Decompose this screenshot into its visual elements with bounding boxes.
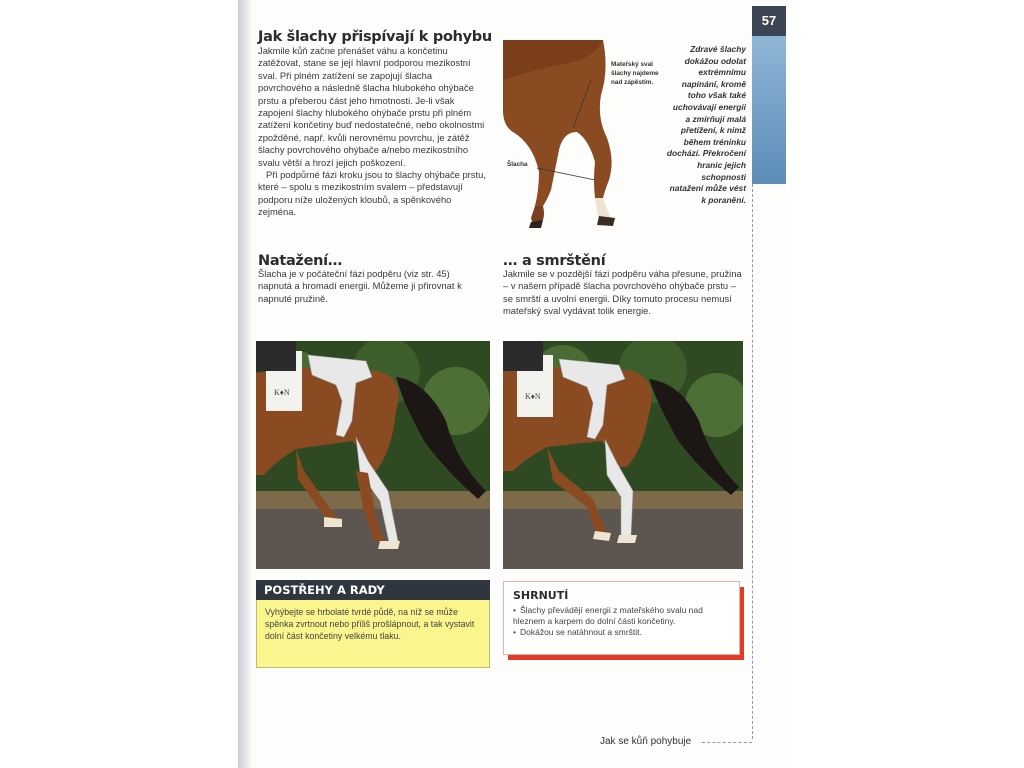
page-number: 57	[752, 6, 786, 36]
section-body	[258, 45, 486, 219]
tips-text: Vyhýbejte se hrbolaté tvrdé půdě, na níž se může spěnka zvrtnout nebo příliš prošlápnout, a tak vystavit dolní část končetiny velkému tlaku.	[256, 600, 490, 668]
stretch-title: Natažení…	[258, 253, 343, 269]
callout-muscle: Mateřský sval šlachy najdeme nad zápěstím.	[611, 61, 659, 86]
horse-photo-contract	[503, 341, 743, 569]
summary-item: • Dokážou se natáhnout a smrštit.	[513, 627, 730, 638]
chapter-color-bar	[752, 36, 786, 184]
callout-tendon: Šlacha	[507, 161, 528, 168]
saddle-logo: K♦N	[274, 388, 290, 397]
tips-box	[256, 580, 490, 668]
running-footer: Jak se kůň pohybuje	[600, 736, 692, 747]
contract-title: … a smrštění	[503, 253, 606, 269]
horse-photo-stretch	[256, 341, 490, 569]
dashed-margin-line	[752, 184, 753, 739]
summary-item: • Šlachy převádějí energii z mateřského svalu nad hleznem a karpem do dolní části končetiny.	[513, 605, 730, 627]
horse-stretch-image	[256, 341, 490, 569]
contract-text: Jakmile se v pozdější fázi podpěru váha přesune, pružina – v našem případě šlacha povrchového ohýbače prstu – se smrští a uvolní energii. Díky tomuto procesu nemusí mateřský sval vydávat tolik energie.	[503, 268, 742, 317]
paragraph: Při podpůrné fázi kroku jsou to šlachy ohýbače prstu, které – spolu s mezikostním svalem – představují podporu níže uložených kloubů, a spěnkového zejména.	[258, 169, 486, 218]
saddle-logo: K♦N	[525, 392, 541, 401]
tips-title: POSTŘEHY A RADY	[256, 580, 490, 600]
page-gutter	[238, 0, 252, 768]
horse-leg-photo	[503, 40, 665, 228]
footer-dashed-line	[702, 742, 752, 743]
summary-list	[513, 605, 730, 638]
side-quote: Zdravé šlachy dokážou odolat extrémnímu napínání, kromě toho však také uchovávají energii a zmírňují malá přetížení, k nimž během tréninku dochází. Překročení hranic jejich schopnosti natažení může vést k poranění.	[666, 44, 746, 205]
section-title: Jak šlachy přispívají k pohybu	[258, 29, 492, 45]
stretch-text: Šlacha je v počáteční fázi podpěru (viz str. 45) napnutá a hromadí energii. Můžeme ji přirovnat k napnuté pružině.	[258, 268, 462, 304]
paragraph: Jakmile kůň začne přenášet váhu a končetinu zatěžovat, stane se její hlavní podporou mezikostní sval. Při plném zatížení se zapojují šlacha povrchového a následně šlacha hlubokého ohýbače prstu a přeberou část jeho hmotnosti. Je-li však zapojení šlachy hlubokého ohýbače prstu při plném zatížení končetiny buď nedostatečné, nebo okolnostmi zpožděné, např. kvůli nerovnému povrchu, je zátěž šlachy povrchového ohýbače a/nebo mezikostního svalu větší a hrozí jejich poškození.	[258, 45, 485, 168]
summary-title: SHRNUTÍ	[513, 589, 569, 602]
summary-box	[503, 581, 740, 655]
horse-contract-image	[503, 341, 743, 569]
